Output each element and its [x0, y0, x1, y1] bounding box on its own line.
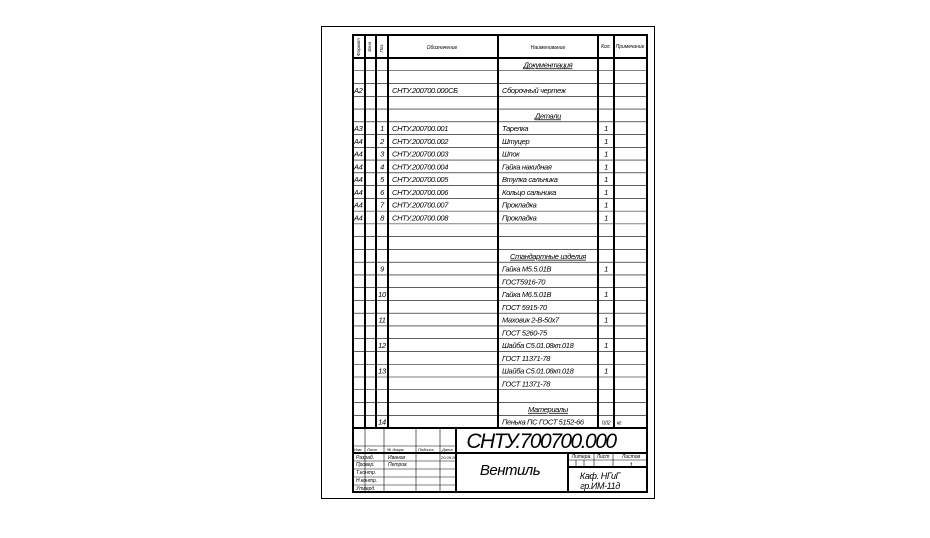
- row-quantity: 1: [604, 264, 608, 274]
- row-name: ГОСТ 5260-75: [502, 328, 547, 338]
- row-quantity: 1: [604, 187, 608, 197]
- drawing-designation: СНТУ.700700.000: [466, 430, 616, 453]
- row-name: Тарелка: [502, 124, 529, 134]
- row-quantity: 1: [604, 124, 608, 134]
- row-format: А4: [354, 175, 363, 185]
- header-note: Примечание: [615, 44, 645, 50]
- row-name: Шпок: [502, 149, 520, 159]
- header-designation: Обозначение: [426, 45, 458, 51]
- row-quantity: 1: [604, 290, 608, 300]
- role-approver: Утверд.: [356, 486, 376, 492]
- row-name: Гайка накидная: [502, 162, 552, 172]
- row-position: 11: [378, 315, 386, 325]
- row-name: Маховик 2-В-50х7: [502, 315, 559, 325]
- role-developer: Разраб.: [356, 455, 375, 461]
- row-designation: СНТУ.200700.001: [392, 124, 449, 134]
- row-position: 8: [380, 213, 384, 223]
- developer-name: Иванов: [388, 455, 405, 461]
- row-position: 12: [378, 341, 386, 351]
- product-name: Вентиль: [479, 462, 541, 479]
- row-name: Прокладка: [502, 200, 537, 210]
- organization-line-2: гр.ИМ-11д: [580, 481, 620, 491]
- checker-name: Петров: [388, 462, 407, 468]
- col-label-date: Дата: [442, 447, 453, 452]
- section-heading: Документация: [523, 60, 573, 70]
- row-position: 3: [380, 149, 384, 159]
- row-position: 6: [380, 187, 384, 197]
- sheet-label: Лист: [596, 454, 610, 460]
- col-label-izm: Изм.: [354, 447, 363, 452]
- row-name: Шайба С5.01.08кп.018: [502, 366, 574, 376]
- row-name: Штуцер: [502, 136, 530, 146]
- header-position: Поз.: [379, 43, 384, 53]
- row-quantity: 1: [604, 341, 608, 351]
- section-heading: Стандартные изделия: [510, 251, 586, 261]
- development-date: 20.05.20: [441, 455, 457, 460]
- section-heading: Детали: [535, 111, 561, 121]
- row-designation: СНТУ.200700.007: [392, 200, 449, 210]
- row-name: ГОСТ 11371-78: [502, 379, 551, 389]
- row-position: 14: [378, 417, 386, 427]
- row-name: Кольцо сальника: [502, 187, 556, 197]
- row-name: Гайка М6.5.01В: [502, 290, 552, 300]
- litera-label: Литера: [571, 454, 591, 460]
- row-position: 10: [378, 290, 386, 300]
- header-format: Формат: [356, 38, 361, 56]
- row-format: А4: [354, 136, 363, 146]
- row-position: 9: [380, 264, 384, 274]
- row-name: ГОСТ 11371-78: [502, 353, 551, 363]
- row-name: ГОСТ 5915-70: [502, 302, 547, 312]
- col-label-list: Лист: [367, 447, 378, 452]
- row-position: 4: [380, 162, 384, 172]
- row-designation: СНТУ.200700.003: [392, 149, 449, 159]
- header-zone: Зона: [367, 41, 372, 53]
- header-name: Наименование: [530, 45, 566, 51]
- row-name: Втулка сальника: [502, 175, 558, 185]
- row-quantity: 1: [604, 162, 608, 172]
- section-heading: Материалы: [528, 404, 568, 414]
- row-name: Сборочный чертеж: [502, 85, 566, 95]
- row-designation: СНТУ.200700.005: [392, 175, 449, 185]
- row-quantity: 0,02: [601, 420, 611, 427]
- table-body: [353, 60, 622, 426]
- row-designation: СНТУ.200700.002: [392, 136, 449, 146]
- sheets-count: 1: [629, 463, 633, 469]
- role-tech-control: Т.контр.: [356, 470, 377, 476]
- sheets-label: Листов: [621, 454, 641, 460]
- col-label-sign: Подпись: [418, 447, 434, 452]
- row-format: А2: [354, 85, 363, 95]
- row-quantity: 1: [604, 175, 608, 185]
- row-designation: СНТУ.200700.000СБ: [392, 85, 458, 95]
- row-designation: СНТУ.200700.008: [392, 213, 449, 223]
- row-position: 13: [378, 366, 386, 376]
- row-name: Пенька ПС ГОСТ 5152-66: [502, 417, 584, 427]
- row-position: 7: [380, 200, 384, 210]
- row-format: А3: [354, 124, 363, 134]
- role-norm-control: Н.контр.: [356, 478, 378, 484]
- header-qty: Кол.: [601, 44, 611, 50]
- row-format: А4: [354, 213, 363, 223]
- row-quantity: 1: [604, 366, 608, 376]
- row-position: 2: [380, 136, 384, 146]
- row-format: А4: [354, 162, 363, 172]
- row-designation: СНТУ.200700.004: [392, 162, 449, 172]
- row-name: Прокладка: [502, 213, 537, 223]
- row-format: А4: [354, 149, 363, 159]
- row-quantity: 1: [604, 149, 608, 159]
- row-name: Гайка М5.5.01В: [502, 264, 552, 274]
- row-format: А4: [354, 200, 363, 210]
- row-name: ГОСТ5916-70: [502, 277, 546, 287]
- row-quantity: 1: [604, 200, 608, 210]
- row-format: А4: [354, 187, 363, 197]
- row-position: 1: [380, 124, 384, 134]
- row-quantity: 1: [604, 136, 608, 146]
- row-note: кг: [617, 420, 622, 427]
- table-header: [356, 38, 645, 56]
- col-label-doc: № докум.: [387, 447, 405, 452]
- role-checker: Провер.: [356, 462, 375, 468]
- row-position: 5: [380, 175, 384, 185]
- organization-line-1: Каф. НГиГ: [579, 471, 621, 481]
- row-quantity: 1: [604, 315, 608, 325]
- row-designation: СНТУ.200700.006: [392, 187, 449, 197]
- row-quantity: 1: [604, 213, 608, 223]
- row-name: Шайба С5.01.08кп.018: [502, 341, 574, 351]
